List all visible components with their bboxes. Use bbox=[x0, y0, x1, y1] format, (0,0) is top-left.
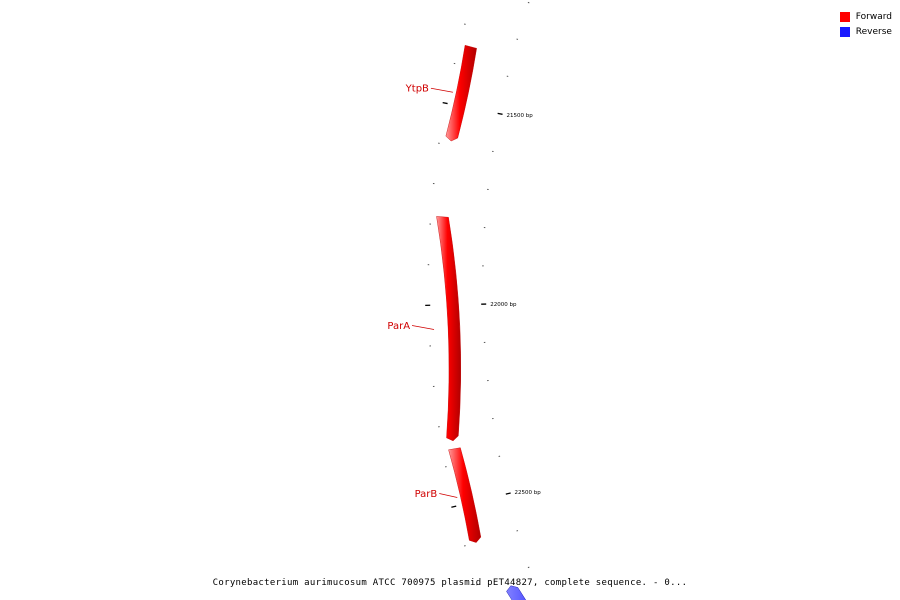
legend-item-forward bbox=[840, 9, 892, 24]
legend-label-reverse: Reverse bbox=[855, 26, 892, 37]
tick-label: 22500 bp bbox=[514, 490, 541, 497]
major-tick bbox=[506, 493, 511, 494]
gene-label-leader bbox=[439, 494, 457, 498]
gene-label-para: ParA bbox=[387, 320, 411, 332]
legend-label-forward: Forward bbox=[855, 11, 892, 22]
plasmid-backbone-highlight bbox=[700, 0, 900, 600]
gene-features bbox=[437, 0, 815, 600]
gene-label-leader bbox=[412, 325, 434, 329]
gene-ytpb-arrow bbox=[446, 45, 477, 141]
gene-parb-arrow bbox=[449, 448, 481, 543]
legend-item-reverse bbox=[840, 24, 892, 39]
minor-ticks bbox=[428, 0, 868, 600]
gene-para-arrow bbox=[437, 216, 461, 440]
major-tick bbox=[443, 103, 448, 104]
legend bbox=[840, 9, 892, 39]
tick-label: 22000 bp bbox=[490, 301, 517, 308]
gene-label-leader bbox=[431, 88, 453, 92]
forward-swatch bbox=[840, 12, 850, 22]
major-tick bbox=[498, 113, 503, 114]
map-caption: Corynebacterium aurimucosum ATCC 700975 plasmid pET44827, complete sequence. - 0... bbox=[212, 578, 688, 588]
gene-label-ytpb: YtpB bbox=[405, 83, 429, 95]
gene-label-parb: ParB bbox=[414, 489, 438, 501]
plasmid-backbone bbox=[699, 0, 900, 600]
gene-labels bbox=[387, 84, 589, 600]
reverse-swatch bbox=[840, 27, 850, 37]
tick-label: 21500 bp bbox=[506, 113, 533, 120]
major-tick bbox=[451, 506, 456, 507]
